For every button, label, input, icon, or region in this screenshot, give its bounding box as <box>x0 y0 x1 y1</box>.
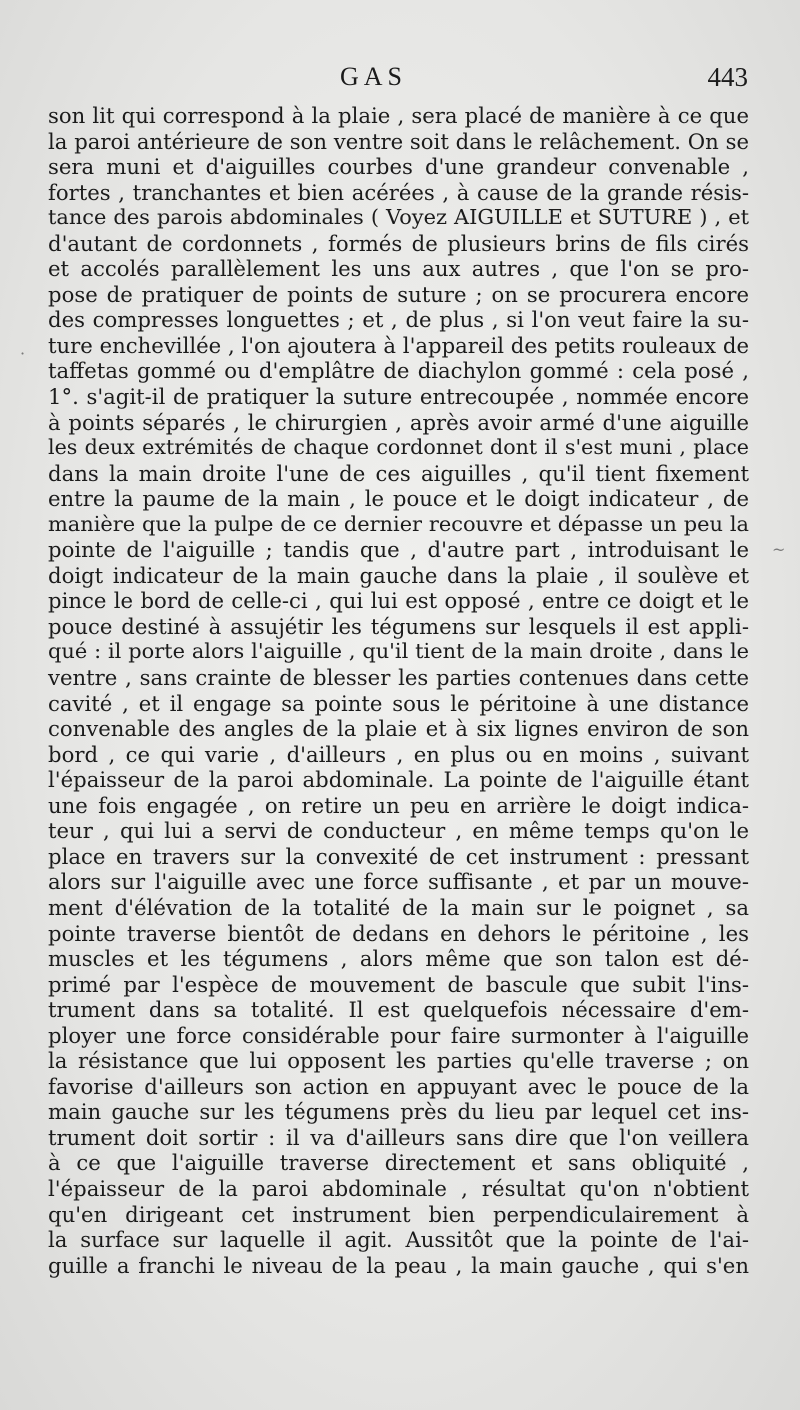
text-line: guille a franchi le niveau de la peau , la main gauche , qui s'en <box>48 1252 749 1278</box>
text-line: pose de pratiquer de points de suture ; on se procurera encore <box>48 281 749 307</box>
text-line: muscles et les tégumens , alors même que son talon est dé- <box>48 946 749 972</box>
running-head: GAS <box>340 62 408 91</box>
text-line: trument dans sa totalité. Il est quelquefois nécessaire d'em- <box>48 997 749 1023</box>
text-line: main gauche sur les tégumens près du lieu par lequel cet ins- <box>48 1099 749 1125</box>
text-line: une fois engagée , on retire un peu en arrière le doigt indica- <box>48 792 749 818</box>
margin-mark: · <box>20 344 26 363</box>
text-line: taffetas gommé ou d'emplâtre de diachylon gommé : cela posé , <box>48 358 749 384</box>
text-line: à ce que l'aiguille traverse directement et sans obliquité , <box>48 1150 749 1176</box>
text-line: sera muni et d'aiguilles courbes d'une grandeur convenable , <box>48 154 749 180</box>
text-line: ment d'élévation de la totalité de la main sur le poignet , sa <box>48 894 749 920</box>
page-number: 443 <box>707 62 748 92</box>
text-line: tance des parois abdominales ( Voyez AIGUILLE et SUTURE ) , et <box>48 205 749 230</box>
text-line: d'autant de cordonnets , formés de plusieurs brins de fils cirés <box>48 230 749 256</box>
text-line: favorise d'ailleurs son action en appuyant avec le pouce de la <box>48 1073 749 1099</box>
margin-mark: ~ <box>772 540 786 559</box>
text-line: son lit qui correspond à la plaie , sera placé de manière à ce que <box>48 103 749 128</box>
text-line: la résistance que lui opposent les parties qu'elle traverse ; on <box>48 1048 749 1074</box>
text-line: l'épaisseur de la paroi abdominale , résultat qu'on n'obtient <box>48 1175 749 1201</box>
text-line: la paroi antérieure de son ventre soit dans le relâchement. On se <box>48 128 749 154</box>
text-line: fortes , tranchantes et bien acérées , à cause de la grande résis- <box>48 179 749 205</box>
text-line: 1°. s'agit-il de pratiquer la suture entrecoupée , nommée encore <box>48 384 749 410</box>
text-line: ture enchevillée , l'on ajoutera à l'appareil des petits rouleaux de <box>48 332 749 358</box>
text-line: et accolés parallèlement les uns aux autres , que l'on se pro- <box>48 256 749 282</box>
text-line: entre la paume de la main , le pouce et le doigt indicateur , de <box>48 486 749 512</box>
text-line: la surface sur laquelle il agit. Aussitôt que la pointe de l'ai- <box>48 1227 749 1253</box>
text-line: des compresses longuettes ; et , de plus , si l'on veut faire la su- <box>48 307 749 333</box>
body-text <box>48 103 749 1278</box>
text-line: primé par l'espèce de mouvement de bascule que subit l'ins- <box>48 971 749 997</box>
text-line: alors sur l'aiguille avec une force suffisante , et par un mouve- <box>48 869 749 895</box>
text-line: doigt indicateur de la main gauche dans la plaie , il soulève et <box>48 562 749 588</box>
text-line: place en travers sur la convexité de cet instrument : pressant <box>48 843 749 869</box>
text-line: bord , ce qui varie , d'ailleurs , en plus ou en moins , suivant <box>48 741 749 767</box>
page-header <box>48 62 748 102</box>
text-line: qué : il porte alors l'aiguille , qu'il tient de la main droite , dans le <box>48 639 749 664</box>
text-line: ventre , sans crainte de blesser les parties contenues dans cette <box>48 665 749 691</box>
text-line: cavité , et il engage sa pointe sous le péritoine à une distance <box>48 690 749 716</box>
text-line: l'épaisseur de la paroi abdominale. La pointe de l'aiguille étant <box>48 767 749 793</box>
text-line: pouce destiné à assujétir les tégumens sur lesquels il est appli- <box>48 613 749 639</box>
text-line: pointe traverse bientôt de dedans en dehors le péritoine , les <box>48 920 749 946</box>
text-line: à points séparés , le chirurgien , après avoir armé d'une aiguille <box>48 409 749 435</box>
text-line: pince le bord de celle-ci , qui lui est opposé , entre ce doigt et le <box>48 588 749 614</box>
text-line: trument doit sortir : il va d'ailleurs sans dire que l'on veillera <box>48 1124 749 1150</box>
text-line: ployer une force considérable pour faire surmonter à l'aiguille <box>48 1022 749 1048</box>
text-line: convenable des angles de la plaie et à six lignes environ de son <box>48 716 749 742</box>
text-line: teur , qui lui a servi de conducteur , en même temps qu'on le <box>48 818 749 844</box>
text-line: pointe de l'aiguille ; tandis que , d'autre part , introduisant le <box>48 537 749 563</box>
text-line: manière que la pulpe de ce dernier recouvre et dépasse un peu la <box>48 511 749 536</box>
text-line: qu'en dirigeant cet instrument bien perpendiculairement à <box>48 1201 749 1227</box>
text-line: dans la main droite l'une de ces aiguilles , qu'il tient fixement <box>48 460 749 486</box>
text-line: les deux extrémités de chaque cordonnet dont il s'est muni , place <box>48 435 749 460</box>
